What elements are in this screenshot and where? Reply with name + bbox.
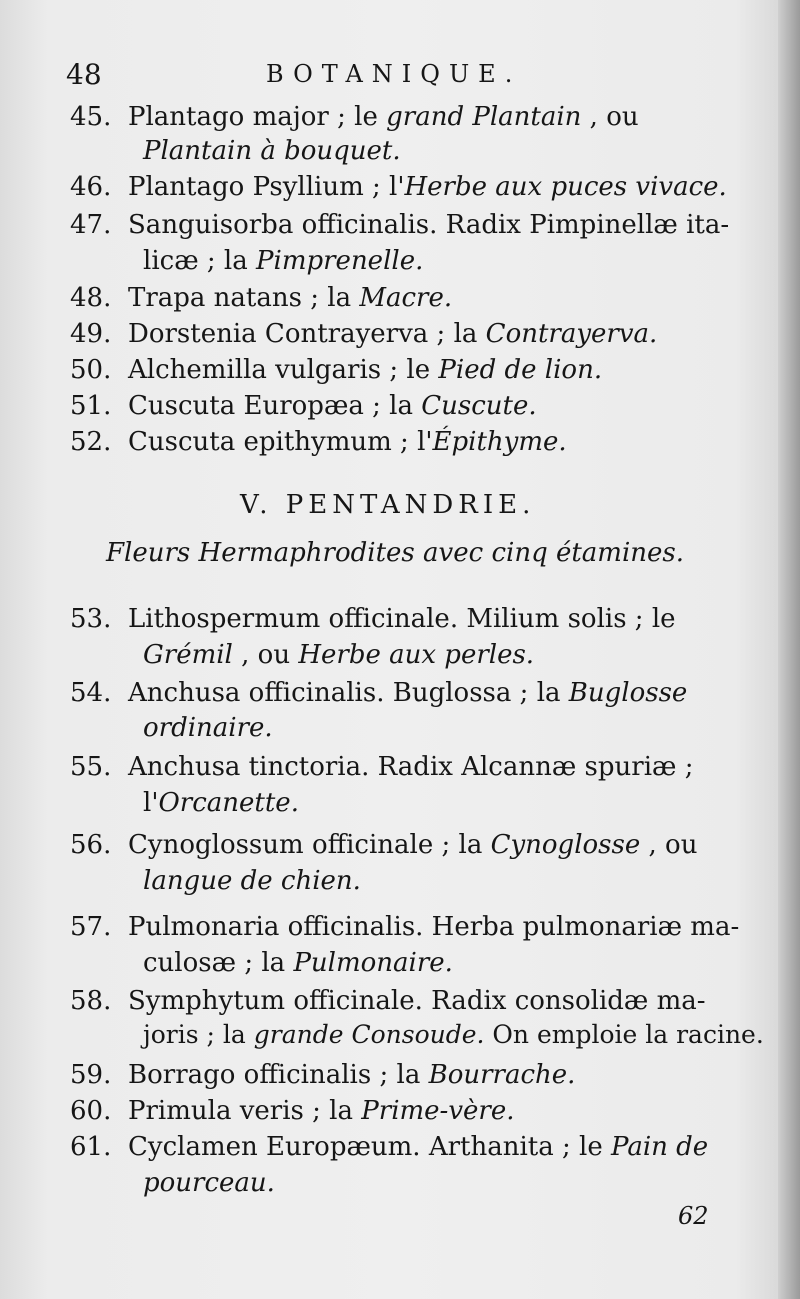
entry-56: 56. Cynoglossum officinale ; la Cynoglosse , ou: [70, 830, 698, 860]
page-number: 48: [66, 58, 102, 91]
running-title: BOTANIQUE.: [266, 60, 522, 88]
entry-47-continuation: licæ ; la Pimprenelle.: [143, 246, 424, 276]
entry-49: 49. Dorstenia Contrayerva ; la Contrayerva.: [70, 319, 658, 349]
entry-48: 48. Trapa natans ; la Macre.: [70, 283, 453, 313]
entry-57-continuation: culosæ ; la Pulmonaire.: [143, 948, 453, 978]
entry-53: 53. Lithospermum officinale. Milium solis ; le: [70, 604, 676, 634]
entry-46: 46. Plantago Psyllium ; l'Herbe aux puces vivace.: [70, 172, 727, 202]
entry-45: 45. Plantago major ; le grand Plantain , ou: [70, 102, 639, 132]
section-subtitle: Fleurs Hermaphrodites avec cinq étamines.: [106, 538, 685, 568]
entry-61-continuation: pourceau.: [143, 1168, 275, 1198]
entry-50: 50. Alchemilla vulgaris ; le Pied de lion.: [70, 355, 603, 385]
entry-55-continuation: l'Orcanette.: [143, 788, 299, 818]
entry-57: 57. Pulmonaria officinalis. Herba pulmonariæ ma-: [70, 912, 740, 942]
running-header: [66, 58, 726, 98]
entry-45-continuation: Plantain à bouquet.: [143, 136, 401, 166]
entry-58-continuation: joris ; la grande Consoude. On emploie la racine.: [143, 1020, 764, 1049]
entry-55: 55. Anchusa tinctoria. Radix Alcannæ spuriæ ;: [70, 752, 694, 782]
entry-56-continuation: langue de chien.: [143, 866, 361, 896]
entry-61: 61. Cyclamen Europæum. Arthanita ; le Pain de: [70, 1132, 709, 1162]
signature-mark: 62: [678, 1202, 709, 1230]
entry-53-continuation: Grémil , ou Herbe aux perles.: [143, 640, 535, 670]
entry-60: 60. Primula veris ; la Prime-vère.: [70, 1096, 515, 1126]
entry-47: 47. Sanguisorba officinalis. Radix Pimpinellæ ita-: [70, 210, 730, 240]
entry-54-continuation: ordinaire.: [143, 713, 273, 743]
entry-51: 51. Cuscuta Europæa ; la Cuscute.: [70, 391, 537, 421]
entry-59: 59. Borrago officinalis ; la Bourrache.: [70, 1060, 576, 1090]
page-edge: [778, 0, 800, 1299]
entry-54: 54. Anchusa officinalis. Buglossa ; la Buglosse: [70, 678, 688, 708]
entry-52: 52. Cuscuta epithymum ; l'Épithyme.: [70, 427, 567, 457]
entry-58: 58. Symphytum officinale. Radix consolidæ ma-: [70, 986, 706, 1016]
section-title: V. PENTANDRIE.: [240, 490, 536, 520]
